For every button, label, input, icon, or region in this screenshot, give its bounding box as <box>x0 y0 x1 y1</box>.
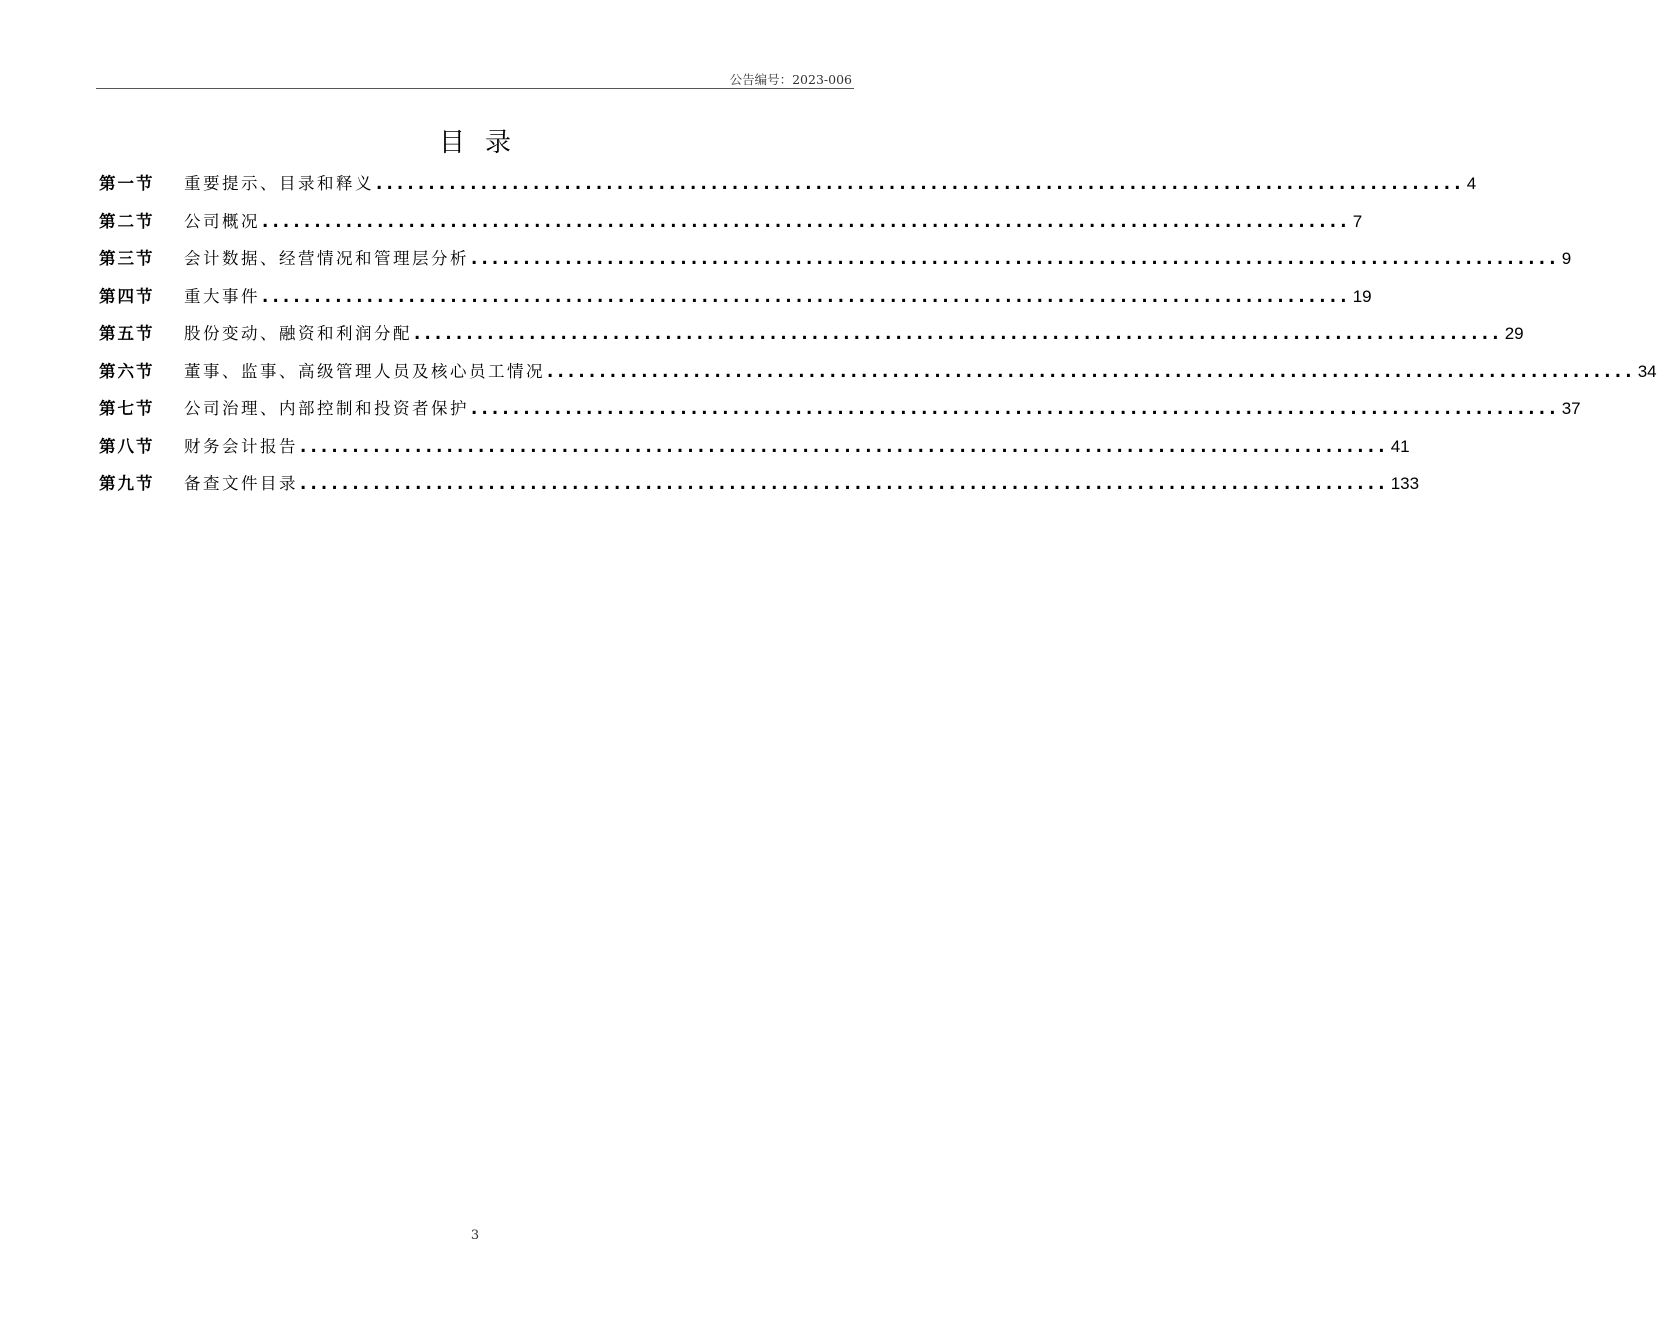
dot-leader: ........................................................................................................ <box>300 436 1389 456</box>
section-title: 股份变动、融资和利润分配 <box>184 324 412 343</box>
section-number: 第八节 <box>99 436 155 456</box>
dot-leader: ........................................................................................................ <box>300 474 1389 493</box>
toc-entry[interactable] <box>99 395 1581 433</box>
section-page-number: 34 <box>1637 361 1657 381</box>
toc-entry[interactable] <box>99 170 1477 208</box>
section-title: 公司概况 <box>184 211 260 231</box>
dot-leader: ........................................................................................................ <box>262 286 1351 306</box>
page-number: 3 <box>470 1228 480 1243</box>
section-number: 第六节 <box>99 361 155 381</box>
section-page-number: 19 <box>1352 286 1372 306</box>
section-number: 第三节 <box>99 249 155 268</box>
dot-leader: ........................................................................................................ <box>471 249 1560 268</box>
section-title: 重大事件 <box>184 286 260 306</box>
section-page-number: 4 <box>1466 174 1477 193</box>
toc-entry[interactable] <box>99 245 1572 283</box>
page-header <box>96 66 854 89</box>
dot-leader: ........................................................................................................ <box>547 361 1636 381</box>
section-page-number: 29 <box>1504 324 1524 343</box>
toc-entry[interactable] <box>99 358 1657 396</box>
section-page-number: 133 <box>1390 474 1420 493</box>
section-title: 会计数据、经营情况和管理层分析 <box>184 249 469 268</box>
section-title: 财务会计报告 <box>184 436 298 456</box>
toc-title: 目录 <box>438 128 531 158</box>
toc-entry[interactable] <box>99 433 1410 471</box>
section-page-number: 41 <box>1390 436 1410 456</box>
section-number: 第四节 <box>99 286 155 306</box>
dot-leader: ........................................................................................................ <box>414 324 1503 343</box>
section-number: 第二节 <box>99 211 155 231</box>
toc-entry[interactable] <box>99 208 1363 246</box>
dot-leader: ........................................................................................................ <box>262 211 1351 231</box>
section-title: 公司治理、内部控制和投资者保护 <box>184 399 469 418</box>
section-title: 重要提示、目录和释义 <box>184 174 374 193</box>
toc-entry[interactable] <box>99 320 1524 358</box>
section-number: 第七节 <box>99 399 155 418</box>
toc-entry[interactable] <box>99 283 1372 321</box>
section-number: 第一节 <box>99 174 155 193</box>
section-page-number: 7 <box>1352 211 1363 231</box>
dot-leader: ........................................................................................................ <box>471 399 1560 418</box>
section-title: 董事、监事、高级管理人员及核心员工情况 <box>184 361 545 381</box>
section-number: 第九节 <box>99 474 155 493</box>
section-page-number: 37 <box>1561 399 1581 418</box>
table-of-contents <box>99 170 1657 508</box>
section-page-number: 9 <box>1561 249 1572 268</box>
section-title: 备查文件目录 <box>184 474 298 493</box>
announcement-number: 公告编号：2023-006 <box>729 72 852 87</box>
toc-entry[interactable] <box>99 470 1420 508</box>
dot-leader: ........................................................................................................ <box>376 174 1465 193</box>
section-number: 第五节 <box>99 324 155 343</box>
